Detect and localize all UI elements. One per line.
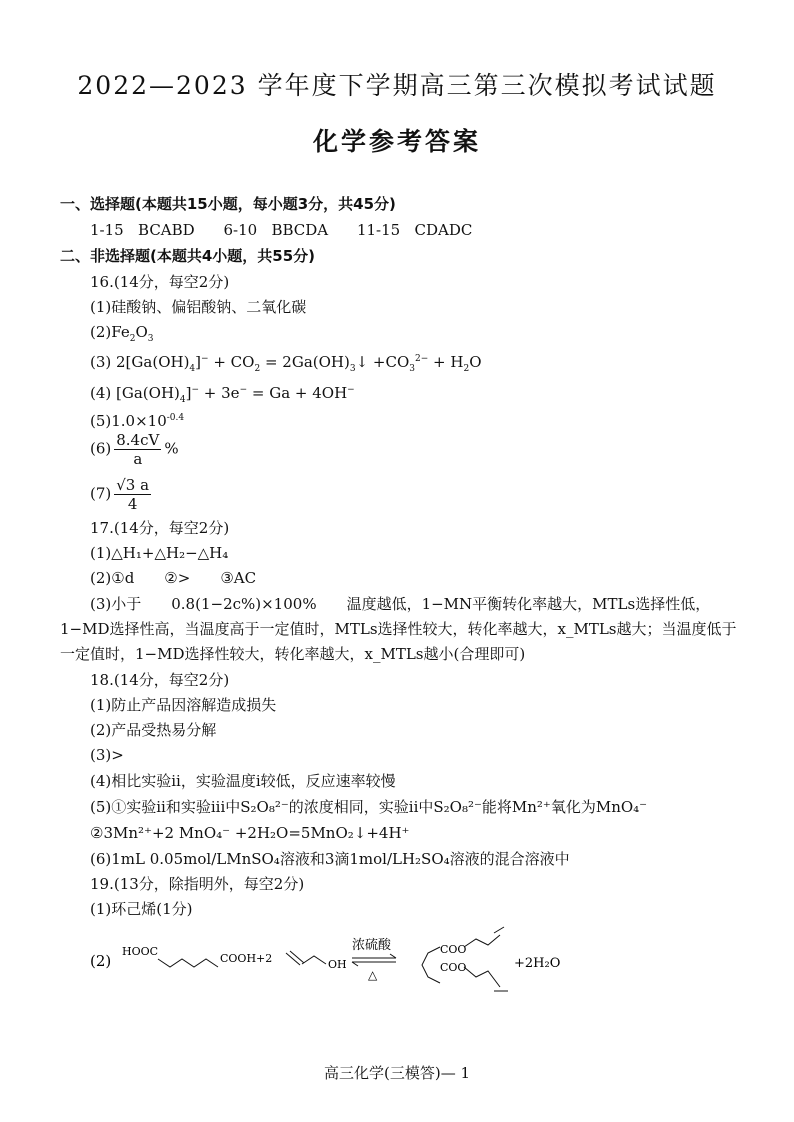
- q17-answer-2: (2)①d ②> ③AC: [90, 569, 257, 587]
- product-coo-2-label: COO: [440, 961, 467, 974]
- q16-header: 16.(14分，每空2分): [90, 273, 230, 291]
- product-coo-1-label: COO: [440, 943, 467, 956]
- q16-answer-3: (3) $2[Ga(OH)_4]^- + CO_2$ = $2Ga(OH)_3↓ +CO_3^{2-} + H_2O$: [90, 353, 482, 374]
- q16-answer-4: (4) $[Ga(OH)_4]^- + 3e^- = Ga + 4OH^-$: [90, 384, 355, 405]
- product-allyl-chain-2: [464, 967, 500, 987]
- q18-answer-4: (4)相比实验ii，实验温度i较低，反应速率较慢: [90, 772, 396, 790]
- reverse-arrow-head: [352, 962, 358, 966]
- section-1-heading: 一、选择题(本题共15小题，每小题3分，共45分): [60, 195, 396, 213]
- catalyst-label: 浓硫酸: [352, 938, 392, 953]
- q18-header: 18.(14分，每空2分): [90, 671, 230, 689]
- q16-answer-6: (6) $\frac{8.4cV}{a}$ %: [90, 431, 179, 468]
- q16-answer-7: (7) $\frac{√3 a}{4}$: [90, 476, 150, 513]
- heat-condition-label: △: [368, 968, 378, 982]
- allyl-alcohol-oh-label: OH: [328, 958, 347, 971]
- esterification-reaction: [90, 925, 690, 1005]
- reactant-cooh-label: COOH+2: [220, 952, 273, 965]
- q18-answer-5-1: (5)①实验ii和实验iii中S₂O₈²⁻的浓度相同，实验ii中S₂O₈²⁻能将Mn²⁺氧化为MnO₄⁻: [90, 798, 648, 816]
- allyl-double-bond-2: [290, 951, 304, 963]
- q17-answer-3-line-2: 1−MD选择性高，当温度高于一定值时，MTLs选择性较大，转化率越大，x_MTLs越大；当温度低于: [60, 620, 737, 638]
- q17-answer-1: (1)△H₁+△H₂−△H₄: [90, 544, 229, 562]
- q18-answer-6: (6)1mL 0.05mol/LMnSO₄溶液和3滴1mol/LH₂SO₄溶液的混合溶液中: [90, 850, 570, 868]
- water-byproduct-label: +2H₂O: [514, 956, 561, 971]
- q19-header: 19.(13分，除指明外，每空2分): [90, 875, 305, 893]
- q18-answer-5-2: ②3Mn²⁺+2 MnO₄⁻ +2H₂O=5MnO₂↓+4H⁺: [90, 824, 410, 842]
- adipic-acid-chain: [158, 959, 218, 967]
- product-allyl-chain-1: [464, 935, 500, 947]
- q17-header: 17.(14分，每空2分): [90, 519, 230, 537]
- q16-answer-2: $(2)Fe_2O_3$: [90, 323, 154, 344]
- allyl-double-bond-1: [286, 953, 300, 965]
- q18-answer-2: (2)产品受热易分解: [90, 721, 217, 739]
- q16-answer-1: (1)硅酸钠、偏铝酸钠、二氧化碳: [90, 298, 307, 316]
- page-subtitle: 化学参考答案: [312, 127, 481, 156]
- q17-answer-3-line-3: 一定值时，1−MD选择性较大，转化率越大，x_MTLs越小(合理即可): [60, 645, 526, 663]
- section-2-heading: 二、非选择题(本题共4小题，共55分): [60, 247, 316, 265]
- mc-group-3: 11-15 CDADC: [356, 221, 473, 239]
- reaction-scheme-diagram: [90, 925, 690, 1005]
- mc-answers: [90, 220, 496, 240]
- mc-group-2: 6-10 BBCDA: [223, 221, 329, 239]
- forward-arrow-head: [390, 954, 396, 958]
- q16-answer-5: $(5)1.0\times 10^{-0.4}$: [90, 412, 185, 430]
- product-ring-chain: [422, 947, 440, 983]
- mc-group-1: 1-15 BCABD: [90, 221, 195, 239]
- product-allyl-double-bond-1: [494, 927, 504, 933]
- q18-answer-1: (1)防止产品因溶解造成损失: [90, 696, 277, 714]
- q19-answer-1: (1)环己烯(1分): [90, 900, 193, 918]
- page-title: 2022—2023 学年度下学期高三第三次模拟考试试题: [77, 71, 717, 100]
- q18-answer-3: (3)>: [90, 746, 124, 764]
- allyl-chain: [302, 956, 326, 964]
- reactant-hooc-label: HOOC: [122, 945, 159, 958]
- page-footer: 高三化学(三模答)— 1: [323, 1064, 471, 1082]
- q19-answer-2-prefix: (2): [90, 952, 112, 970]
- q17-answer-3-line-1: (3)小于 0.8(1−2c%)×100% 温度越低，1−MN平衡转化率越大，MTLs选择性低，: [90, 595, 711, 613]
